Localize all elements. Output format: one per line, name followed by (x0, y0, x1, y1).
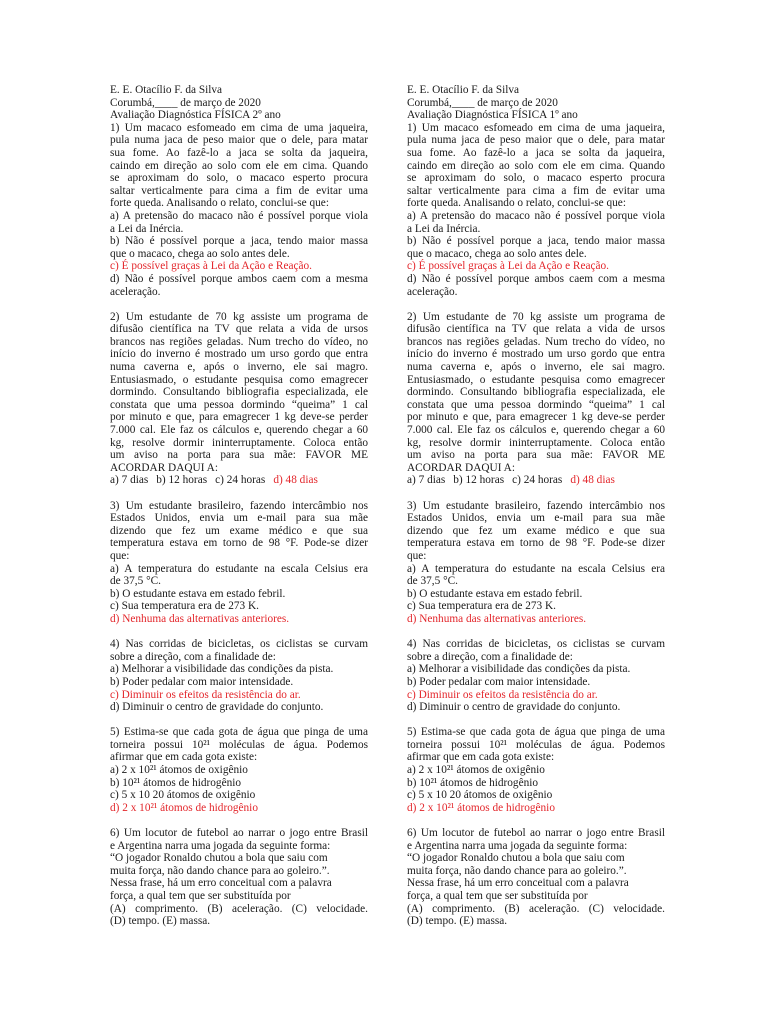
exam-title: Avaliação Diagnóstica FÍSICA 1º ano (407, 109, 578, 122)
option-b: b) Não é possível porque a jaca, tendo maior massa (407, 235, 665, 248)
question-stem-line: se aproximam do solo, o macaco esperto procura (110, 172, 368, 185)
option-b: b) Poder pedalar com maior intensidade. (407, 675, 591, 688)
question-stem-line: pula numa jaca de peso maior que o dele, para matar (110, 134, 368, 147)
option-a: a) A temperatura do estudante na escala Celsius era (110, 562, 368, 575)
question-stem-line: 5) Estima-se que cada gota de água que pinga de uma (110, 726, 368, 739)
options-row: (A) comprimento. (B) aceleração. (C) velocidade. (110, 902, 368, 915)
question-stem-line: numa caverna e, após o inverno, ele sai magro. (110, 361, 368, 374)
question-stem-line: brancos nas regiões geladas. Num trecho do vídeo, no (110, 335, 368, 348)
option-c: c) 24 horas (215, 474, 266, 487)
question-stem-line: “O jogador Ronaldo chutou a bola que saiu com (110, 852, 328, 865)
question-stem-line: início do inverno é mostrado um urso gordo que entra (407, 348, 665, 361)
question-stem-line: constata que uma pessoa dormindo “queima” 1 cal (110, 398, 368, 411)
option-d: d) Diminuir o centro de gravidade do conjunto. (110, 701, 324, 714)
option-b: b) 12 horas (156, 474, 208, 487)
option-a: a) A temperatura do estudante na escala Celsius era (407, 562, 665, 575)
question-stem-line: 3) Um estudante brasileiro, fazendo intercâmbio nos (407, 499, 665, 512)
question-stem-line: força, a qual tem que ser substituída por (110, 890, 291, 902)
question-stem-line: Nessa frase, há um erro conceitual com a palavra (407, 877, 629, 890)
option-b: b) 10²¹ átomos de hidrogênio (407, 776, 539, 789)
question-stem-line: numa caverna e, após o inverno, ele sai magro. (407, 361, 665, 374)
option-b: b) O estudante estava em estado febril. (110, 587, 286, 600)
option-d: d) Não é possível porque ambos caem com a mesma (407, 272, 665, 285)
question-stem-line: ACORDAR DAQUI A: (407, 461, 515, 474)
question-stem-line: difusão científica na TV que relata a vida de ursos (407, 323, 665, 336)
option-a: a) 2 x 10²¹ átomos de oxigênio (110, 764, 248, 777)
question-stem-line: um aviso na porta para sua mãe: FAVOR ME (110, 449, 368, 462)
option-c-answer: c) Diminuir os efeitos da resistência do ar. (407, 688, 598, 701)
option-d-answer: d) Nenhuma das alternativas anteriores. (407, 612, 587, 625)
question-2 (110, 311, 368, 487)
question-stem-line: kg, resolve dormir ininterruptamente. Coloca então (407, 436, 665, 449)
question-stem-line: 7.000 cal. Ele faz os cálculos e, querendo chegar a 60 (407, 424, 665, 437)
school-name: E. E. Otacílio F. da Silva (110, 84, 223, 96)
exam-column-left (110, 84, 368, 928)
option-c-answer: c) É possível graças à Lei da Ação e Reação. (110, 260, 312, 273)
question-stem-line: por minuto e que, para emagrecer 1 kg deve-se perder (110, 411, 368, 424)
question-1 (407, 122, 665, 298)
question-stem-line: sua fome. Ao fazê-lo a jaca se solta da jaqueira, (407, 146, 665, 159)
option-c-answer: c) É possível graças à Lei da Ação e Reação. (407, 260, 609, 273)
option-c: c) 24 horas (512, 474, 563, 487)
question-stem-line: sobre a direção, com a finalidade de: (110, 650, 276, 663)
exam-date: Corumbá,____ de março de 2020 (110, 96, 261, 109)
exam-column-right (407, 84, 665, 928)
question-5 (407, 726, 665, 814)
question-stem-line: sobre a direção, com a finalidade de: (407, 650, 573, 663)
option-a: de 37,5 °C. (110, 575, 161, 588)
question-2 (407, 311, 665, 487)
options-row: (D) tempo. (E) massa. (110, 915, 211, 928)
option-a: a) 7 dias (110, 474, 149, 487)
question-stem-line: e Argentina narra uma jogada da seguinte forma: (407, 839, 628, 852)
question-stem-line: 7.000 cal. Ele faz os cálculos e, querendo chegar a 60 (110, 424, 368, 437)
question-4 (110, 638, 368, 714)
question-stem-line: torneira possui 10²¹ moléculas de água. Podemos (110, 738, 368, 751)
option-a: a) Melhorar a visibilidade das condições da pista. (110, 663, 334, 676)
question-stem-line: Entusiasmado, o estudante pesquisa como emagrecer (407, 373, 665, 386)
question-stem-line: difusão científica na TV que relata a vida de ursos (110, 323, 368, 336)
question-stem-line: 2) Um estudante de 70 kg assiste um programa de (110, 310, 368, 323)
options-row (110, 474, 368, 487)
question-4 (407, 638, 665, 714)
question-stem-line: pula numa jaca de peso maior que o dele, para matar (407, 134, 665, 147)
question-1 (110, 122, 368, 298)
question-stem-line: 4) Nas corridas de bicicletas, os ciclistas se curvam (110, 638, 368, 651)
question-stem-line: 4) Nas corridas de bicicletas, os ciclistas se curvam (407, 638, 665, 651)
question-stem-line: e Argentina narra uma jogada da seguinte forma: (110, 839, 331, 852)
question-stem-line: 2) Um estudante de 70 kg assiste um programa de (407, 310, 665, 323)
question-stem-line: sua fome. Ao fazê-lo a jaca se solta da jaqueira, (110, 146, 368, 159)
question-stem-line: Estados Unidos, envia um e-mail para sua mãe (110, 512, 368, 525)
exam-date: Corumbá,____ de março de 2020 (407, 96, 558, 109)
option-a: a) 2 x 10²¹ átomos de oxigênio (407, 764, 545, 777)
question-stem-line: 1) Um macaco esfomeado em cima de uma jaqueira, (407, 121, 665, 134)
option-c: c) Sua temperatura era de 273 K. (407, 600, 556, 613)
question-6 (407, 827, 665, 928)
option-a: a Lei da Inércia. (110, 222, 184, 235)
question-stem-line: dizendo que fez um exame médico e que sua (407, 524, 665, 537)
school-name: E. E. Otacílio F. da Silva (407, 84, 520, 96)
question-stem-line: 6) Um locutor de futebol ao narrar o jogo entre Brasil (110, 827, 368, 840)
question-stem-line: brancos nas regiões geladas. Num trecho do vídeo, no (407, 335, 665, 348)
option-d: d) Não é possível porque ambos caem com a mesma (110, 272, 368, 285)
question-6 (110, 827, 368, 928)
option-b: b) Não é possível porque a jaca, tendo maior massa (110, 235, 368, 248)
question-stem-line: que: (110, 549, 130, 562)
question-stem-line: forte queda. Analisando o relato, conclui-se que: (407, 197, 626, 210)
question-5 (110, 726, 368, 814)
question-stem-line: dizendo que fez um exame médico e que sua (110, 524, 368, 537)
option-a: a) 7 dias (407, 474, 446, 487)
question-stem-line: força, a qual tem que ser substituída por (407, 890, 588, 902)
question-stem-line: dormindo. Consultando bibliografia especializada, ele (110, 386, 368, 399)
question-stem-line: forte queda. Analisando o relato, conclui-se que: (110, 197, 329, 210)
question-stem-line: saltar verticalmente para cima a fim de evitar uma (407, 184, 665, 197)
option-d-answer: d) 48 dias (570, 474, 615, 487)
question-stem-line: Entusiasmado, o estudante pesquisa como emagrecer (110, 373, 368, 386)
question-stem-line: muita força, não dando chance para ao goleiro.”. (407, 864, 627, 877)
option-d: d) Diminuir o centro de gravidade do conjunto. (407, 701, 621, 714)
question-stem-line: afirmar que em cada gota existe: (110, 751, 258, 764)
question-stem-line: um aviso na porta para sua mãe: FAVOR ME (407, 449, 665, 462)
option-b: que o macaco, chega ao solo antes dele. (407, 247, 587, 260)
question-stem-line: 6) Um locutor de futebol ao narrar o jogo entre Brasil (407, 827, 665, 840)
question-stem-line: temperatura estava em torno de 98 °F. Pode-se dizer (407, 537, 665, 550)
question-stem-line: muita força, não dando chance para ao goleiro.”. (110, 864, 330, 877)
option-a: a) Melhorar a visibilidade das condições da pista. (407, 663, 631, 676)
question-stem-line: caindo em direção ao solo com ele em cima. Quando (110, 159, 368, 172)
question-stem-line: caindo em direção ao solo com ele em cima. Quando (407, 159, 665, 172)
question-stem-line: 5) Estima-se que cada gota de água que pinga de uma (407, 726, 665, 739)
option-a: de 37,5 °C. (407, 575, 458, 588)
option-c: c) 5 x 10 20 átomos de oxigênio (407, 789, 553, 802)
option-d: aceleração. (110, 285, 161, 298)
option-c: c) Sua temperatura era de 273 K. (110, 600, 259, 613)
option-b: b) 10²¹ átomos de hidrogênio (110, 776, 242, 789)
question-stem-line: se aproximam do solo, o macaco esperto procura (407, 172, 665, 185)
question-stem-line: torneira possui 10²¹ moléculas de água. Podemos (407, 738, 665, 751)
question-stem-line: “O jogador Ronaldo chutou a bola que saiu com (407, 852, 625, 865)
question-stem-line: saltar verticalmente para cima a fim de evitar uma (110, 184, 368, 197)
question-stem-line: por minuto e que, para emagrecer 1 kg deve-se perder (407, 411, 665, 424)
options-row (407, 474, 665, 487)
question-stem-line: que: (407, 549, 427, 562)
question-stem-line: dormindo. Consultando bibliografia especializada, ele (407, 386, 665, 399)
options-row: (D) tempo. (E) massa. (407, 915, 508, 928)
question-stem-line: afirmar que em cada gota existe: (407, 751, 555, 764)
options-row: (A) comprimento. (B) aceleração. (C) velocidade. (407, 902, 665, 915)
option-d: aceleração. (407, 285, 458, 298)
option-b: que o macaco, chega ao solo antes dele. (110, 247, 290, 260)
exam-title: Avaliação Diagnóstica FÍSICA 2º ano (110, 109, 281, 122)
question-3 (110, 500, 368, 626)
option-c: c) 5 x 10 20 átomos de oxigênio (110, 789, 256, 802)
option-b: b) Poder pedalar com maior intensidade. (110, 675, 294, 688)
question-stem-line: kg, resolve dormir ininterruptamente. Coloca então (110, 436, 368, 449)
option-d-answer: d) 2 x 10²¹ átomos de hidrogênio (407, 801, 555, 814)
question-stem-line: Nessa frase, há um erro conceitual com a palavra (110, 877, 332, 890)
option-b: b) O estudante estava em estado febril. (407, 587, 583, 600)
option-a: a) A pretensão do macaco não é possível porque viola (110, 209, 368, 222)
option-d-answer: d) 48 dias (273, 474, 318, 487)
question-stem-line: temperatura estava em torno de 98 °F. Pode-se dizer (110, 537, 368, 550)
question-stem-line: 1) Um macaco esfomeado em cima de uma jaqueira, (110, 121, 368, 134)
option-c-answer: c) Diminuir os efeitos da resistência do ar. (110, 688, 301, 701)
question-3 (407, 500, 665, 626)
question-stem-line: início do inverno é mostrado um urso gordo que entra (110, 348, 368, 361)
option-a: a) A pretensão do macaco não é possível porque viola (407, 209, 665, 222)
question-stem-line: ACORDAR DAQUI A: (110, 461, 218, 474)
option-b: b) 12 horas (453, 474, 505, 487)
question-stem-line: 3) Um estudante brasileiro, fazendo intercâmbio nos (110, 499, 368, 512)
option-a: a Lei da Inércia. (407, 222, 481, 235)
option-d-answer: d) 2 x 10²¹ átomos de hidrogênio (110, 801, 258, 814)
question-stem-line: Estados Unidos, envia um e-mail para sua mãe (407, 512, 665, 525)
option-d-answer: d) Nenhuma das alternativas anteriores. (110, 612, 290, 625)
question-stem-line: constata que uma pessoa dormindo “queima” 1 cal (407, 398, 665, 411)
